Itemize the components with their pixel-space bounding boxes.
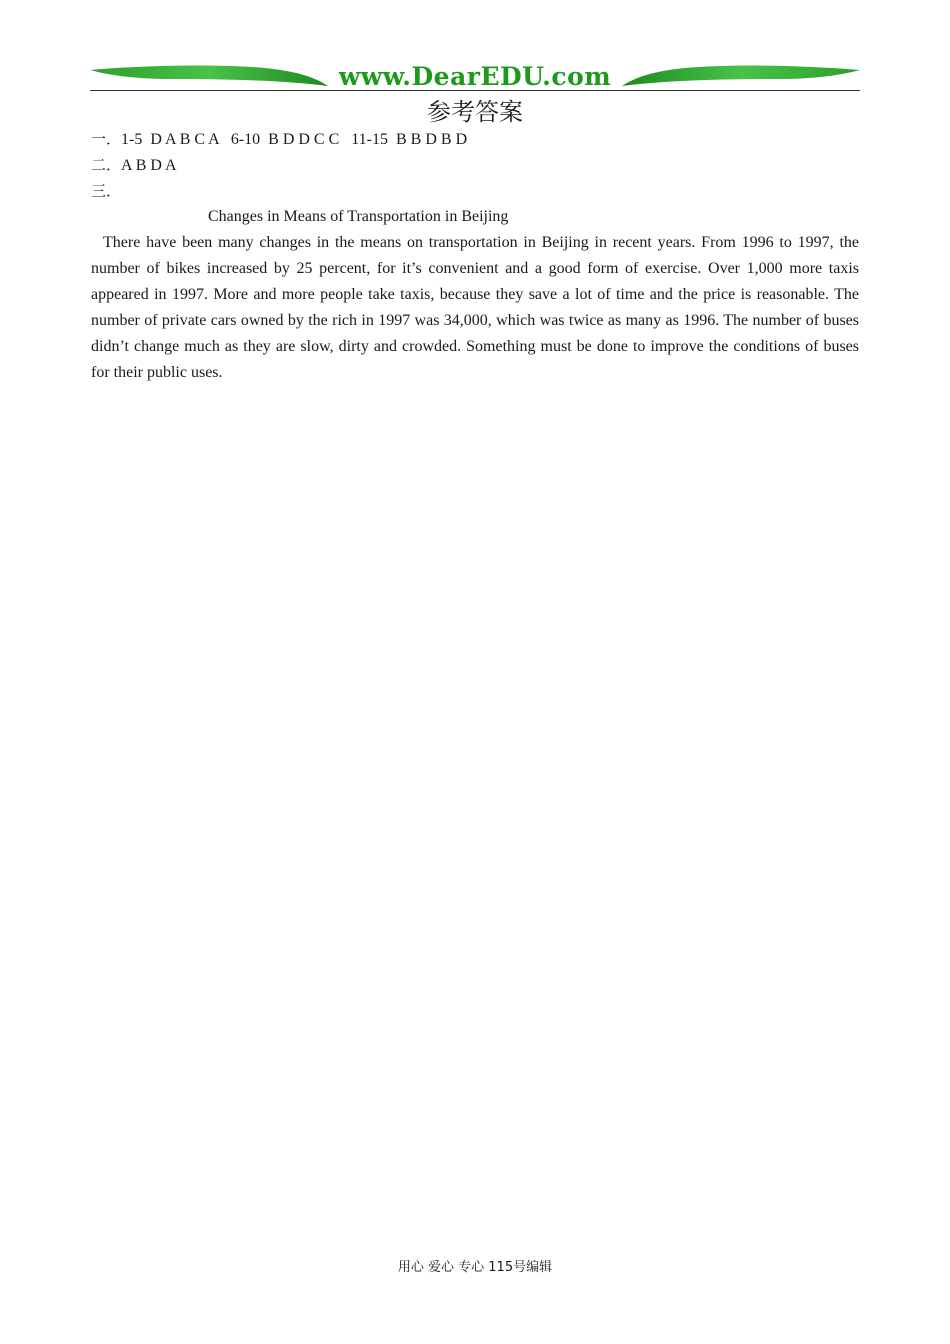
essay-title: Changes in Means of Transportation in Beijing bbox=[208, 208, 509, 225]
section-number: 三． bbox=[91, 182, 122, 200]
site-logo-text: www.DearEDU.com bbox=[338, 62, 612, 91]
answer-section-3 bbox=[91, 180, 121, 203]
page-footer: 用心 爱心 专心 115号编辑 bbox=[397, 1260, 553, 1275]
header-divider bbox=[90, 90, 860, 91]
answer-key: 1-5 D A B C A 6-10 B D D C C 11-15 B B D B D bbox=[121, 131, 468, 148]
page-header bbox=[90, 62, 860, 94]
answer-section-1 bbox=[91, 128, 467, 151]
answer-section-2 bbox=[91, 154, 177, 177]
essay-body: There have been many changes in the means on transportation in Beijing in recent years. From 1996 to 1997, the number of bikes increased by 25 percent, for it’s convenient and a good form of exercise. Over 1,000 more taxis appeared in 1997. More and more people take taxis, because they save a lot of time and the price is reasonable. The number of private cars owned by the rich in 1997 was 34,000, which was twice as many as 1996. The number of buses didn’t change much as they are slow, dirty and crowded. Something must be done to improve the conditions of buses for their public uses. bbox=[91, 234, 859, 381]
answer-key: A B D A bbox=[121, 157, 177, 174]
document-title: 参考答案 bbox=[427, 98, 523, 126]
section-number: 一． bbox=[91, 130, 122, 148]
section-number: 二． bbox=[91, 156, 122, 174]
